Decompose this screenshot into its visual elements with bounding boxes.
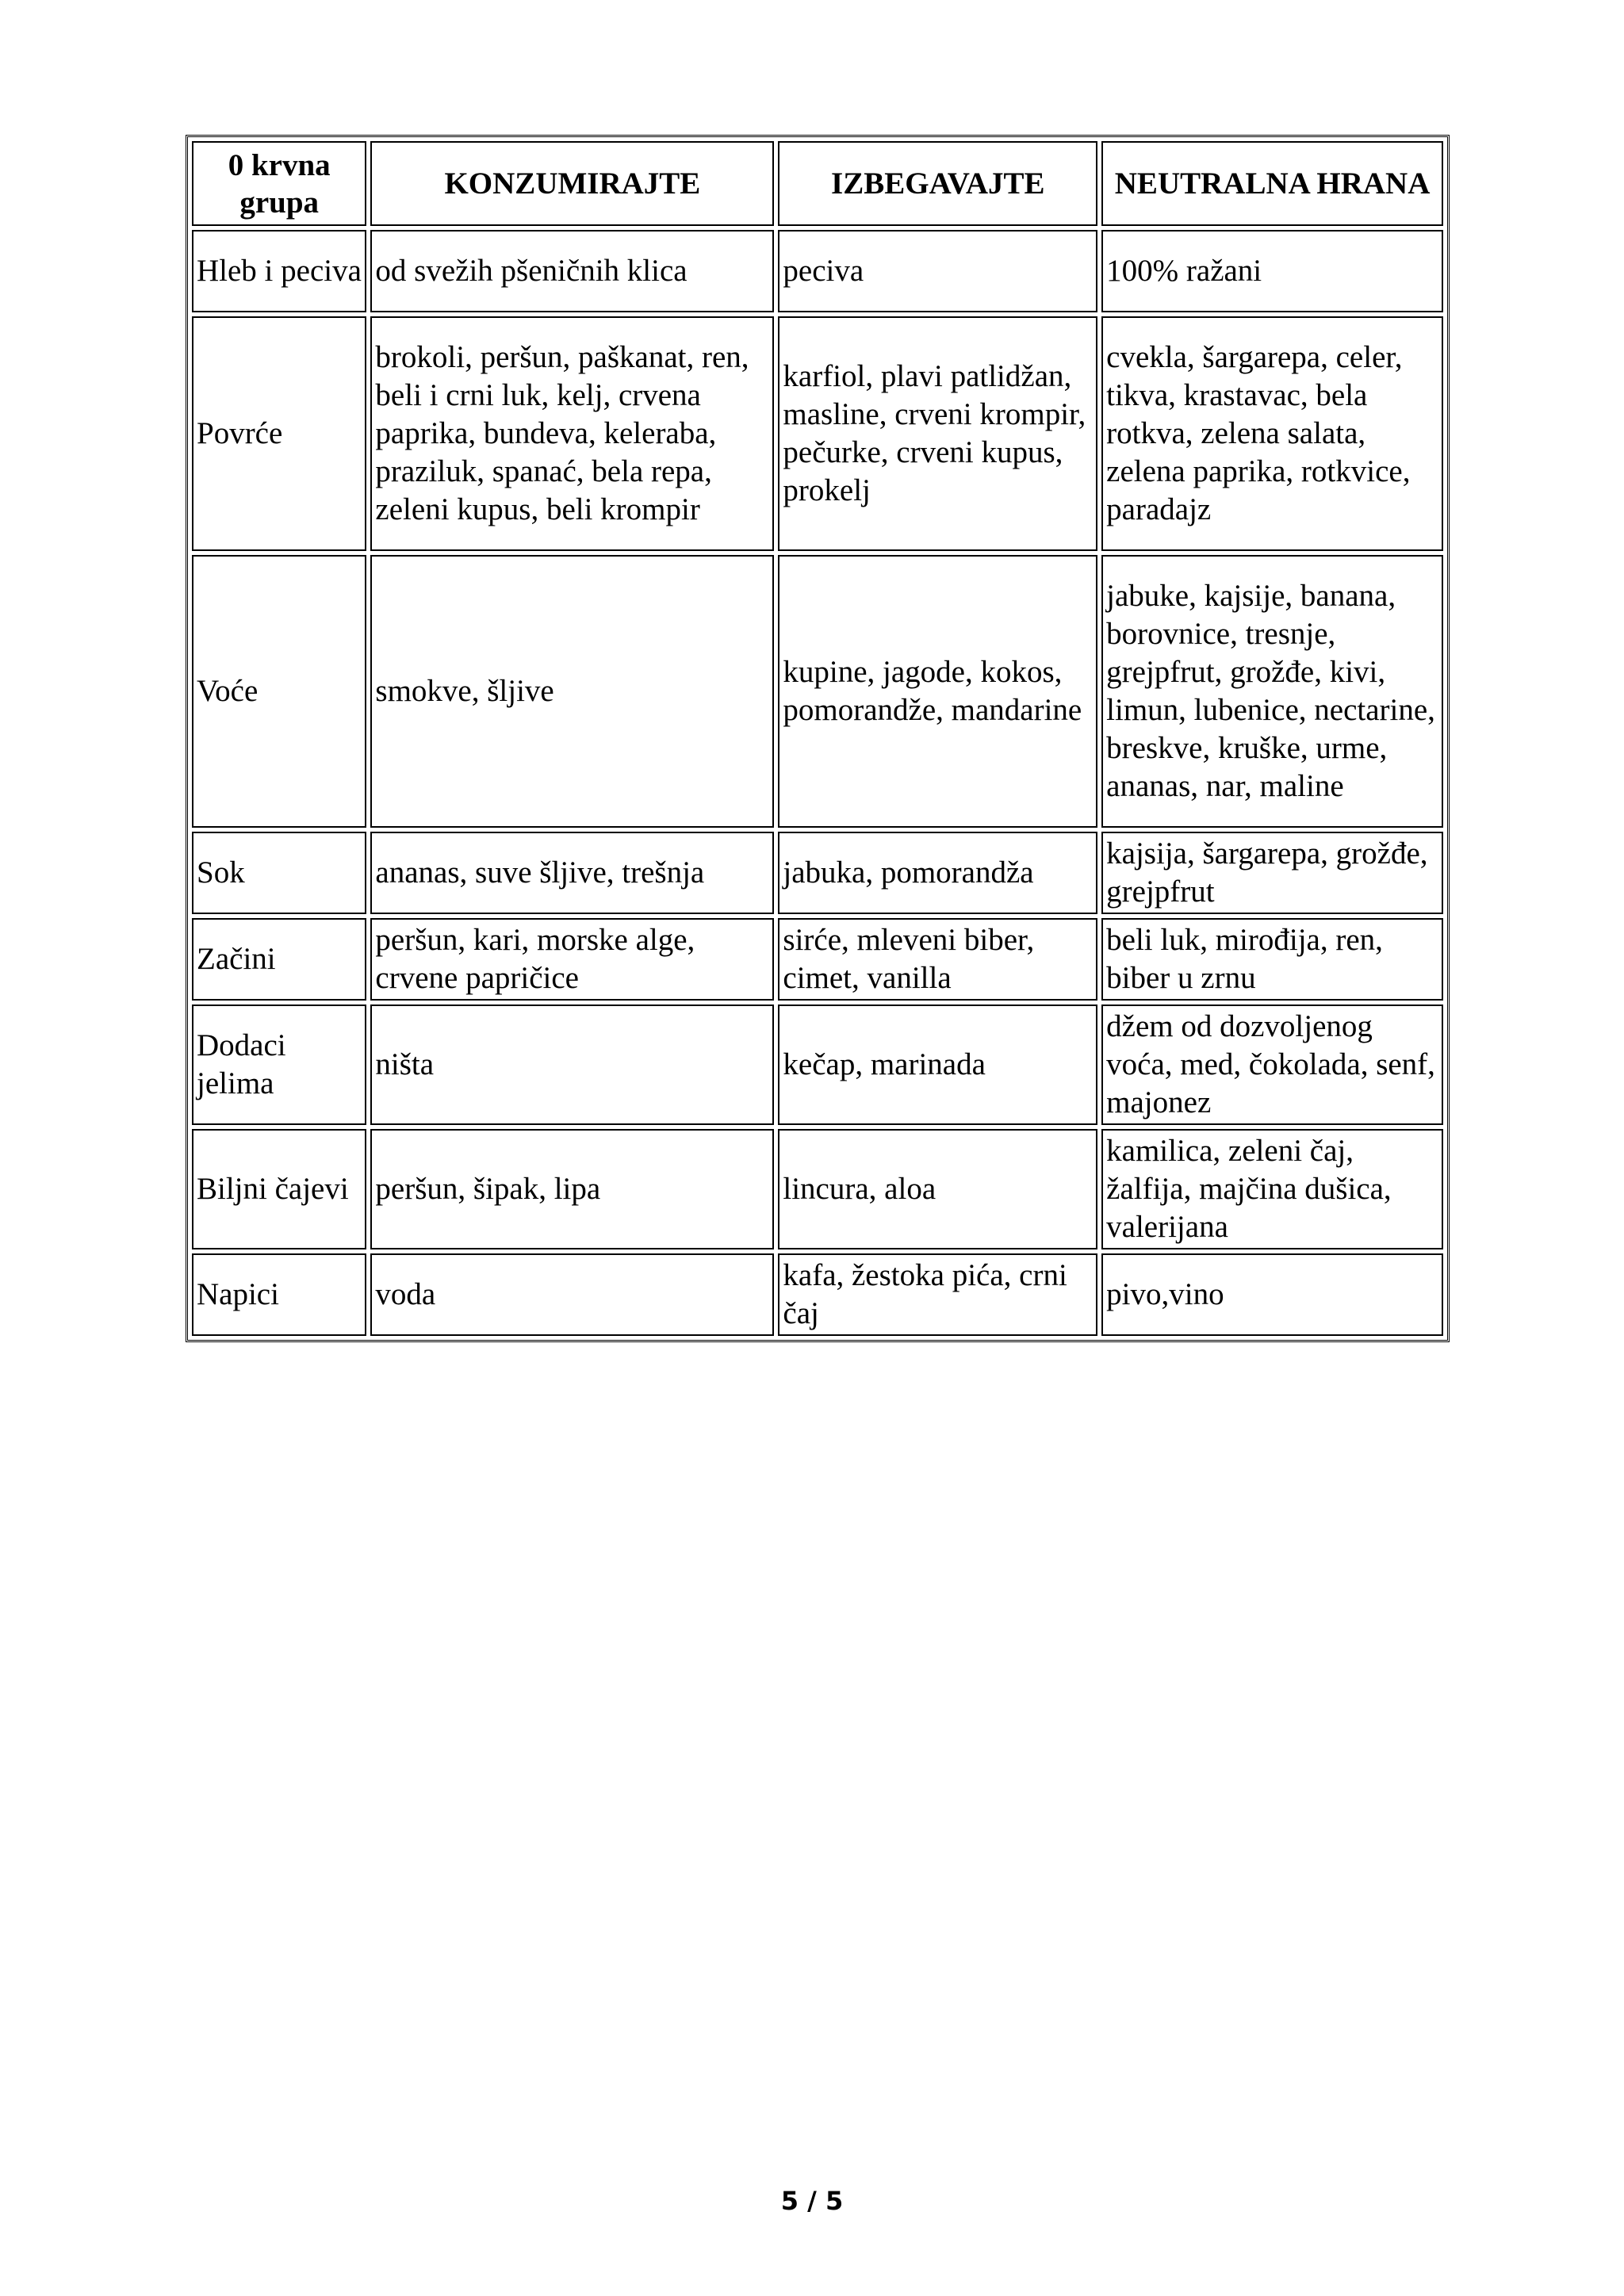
cell-konzumirajte: ananas, suve šljive, trešnja [370, 832, 774, 914]
table-row [192, 1253, 1443, 1336]
cell-neutralna: beli luk, mirođija, ren, biber u zrnu [1101, 918, 1443, 1001]
table-row [192, 1004, 1443, 1125]
blood-type-food-table [186, 135, 1450, 1342]
table-container [186, 135, 1450, 1342]
cell-neutralna: pivo,vino [1101, 1253, 1443, 1336]
cell-konzumirajte: od svežih pšeničnih klica [370, 230, 774, 312]
header-izbegavajte: IZBEGAVAJTE [778, 141, 1097, 226]
table-row [192, 832, 1443, 914]
row-category: Povrće [192, 316, 366, 551]
cell-izbegavajte: sirće, mleveni biber, cimet, vanilla [778, 918, 1097, 1001]
row-category: Voće [192, 555, 366, 828]
table-header-row [192, 141, 1443, 226]
row-category: Začini [192, 918, 366, 1001]
cell-izbegavajte: kafa, žestoka pića, crni čaj [778, 1253, 1097, 1336]
cell-neutralna: cvekla, šargarepa, celer, tikva, krastavac, bela rotkva, zelena salata, zelena paprika, rotkvice, paradajz [1101, 316, 1443, 551]
cell-izbegavajte: karfiol, plavi patlidžan, masline, crveni krompir, pečurke, crveni kupus, prokelj [778, 316, 1097, 551]
row-category: Sok [192, 832, 366, 914]
cell-izbegavajte: peciva [778, 230, 1097, 312]
table-row [192, 555, 1443, 828]
row-category: Biljni čajevi [192, 1129, 366, 1249]
cell-konzumirajte: ništa [370, 1004, 774, 1125]
cell-konzumirajte: peršun, kari, morske alge, crvene papričice [370, 918, 774, 1001]
cell-izbegavajte: jabuka, pomorandža [778, 832, 1097, 914]
page-number: 5 / 5 [780, 2186, 844, 2216]
cell-konzumirajte: peršun, šipak, lipa [370, 1129, 774, 1249]
table-row [192, 316, 1443, 551]
header-konzumirajte: KONZUMIRAJTE [370, 141, 774, 226]
cell-konzumirajte: brokoli, peršun, paškanat, ren, beli i crni luk, kelj, crvena paprika, bundeva, keleraba, praziluk, spanać, bela repa, zeleni kupus, beli krompir [370, 316, 774, 551]
cell-izbegavajte: lincura, aloa [778, 1129, 1097, 1249]
row-category: Napici [192, 1253, 366, 1336]
cell-izbegavajte: kečap, marinada [778, 1004, 1097, 1125]
header-blood-group: 0 krvna grupa [192, 141, 366, 226]
cell-neutralna: kamilica, zeleni čaj, žalfija, majčina dušica, valerijana [1101, 1129, 1443, 1249]
cell-konzumirajte: smokve, šljive [370, 555, 774, 828]
table-row [192, 230, 1443, 312]
cell-neutralna: jabuke, kajsije, banana, borovnice, tresnje, grejpfrut, grožđe, kivi, limun, lubenice, nectarine, breskve, kruške, urme, ananas, nar, maline [1101, 555, 1443, 828]
table-row [192, 1129, 1443, 1249]
cell-izbegavajte: kupine, jagode, kokos, pomorandže, mandarine [778, 555, 1097, 828]
cell-neutralna: džem od dozvoljenog voća, med, čokolada, senf, majonez [1101, 1004, 1443, 1125]
header-neutralna-hrana: NEUTRALNA HRANA [1101, 141, 1443, 226]
cell-neutralna: 100% ražani [1101, 230, 1443, 312]
cell-neutralna: kajsija, šargarepa, grožđe, grejpfrut [1101, 832, 1443, 914]
table-row [192, 918, 1443, 1001]
cell-konzumirajte: voda [370, 1253, 774, 1336]
row-category: Dodaci jelima [192, 1004, 366, 1125]
row-category: Hleb i peciva [192, 230, 366, 312]
